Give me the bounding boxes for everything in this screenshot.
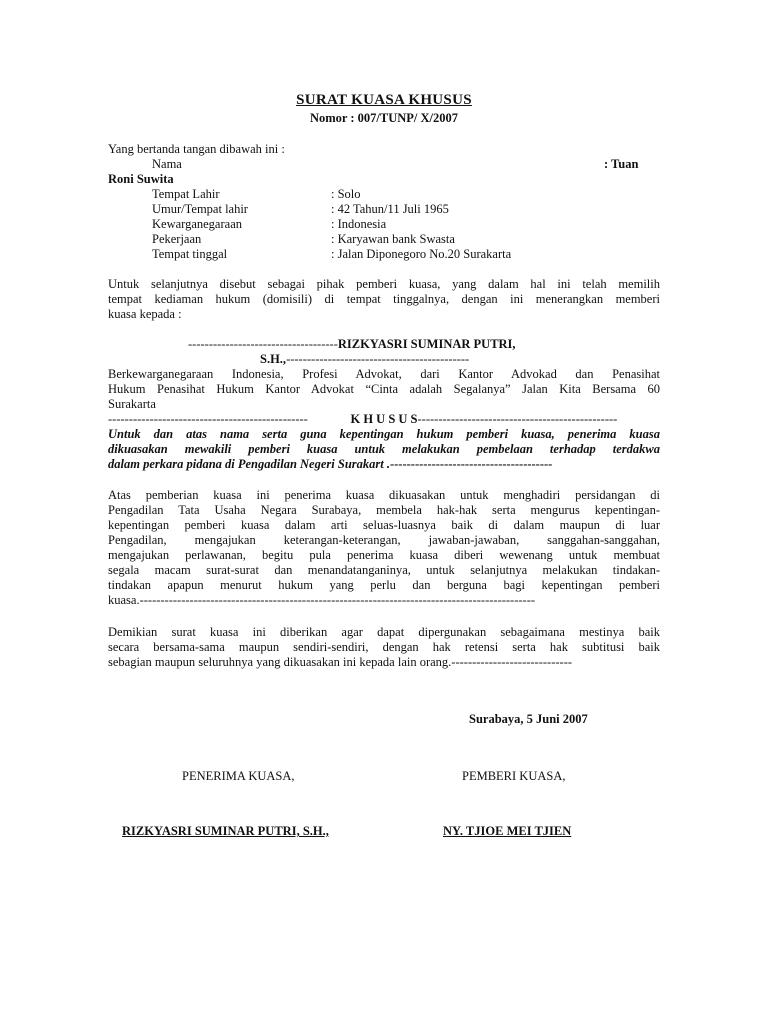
grantor-line: kuasa kepada : bbox=[108, 307, 182, 321]
grantor-signature-label: PEMBERI KUASA, bbox=[462, 769, 566, 783]
powers-line: mengajukan perlawanan, begitu pula penerima kuasa diberi wewenang untuk membuat bbox=[108, 548, 660, 562]
recipient-signature-label: PENERIMA KUASA, bbox=[182, 769, 295, 783]
recipient-name: RIZKYASRI SUMINAR PUTRI, bbox=[337, 337, 516, 351]
closing-line: sebagian maupun seluruhnya yang dikuasakan ini kepada lain orang.----------------------------- bbox=[108, 655, 573, 669]
grantor-signature-name: NY. TJIOE MEI TJIEN bbox=[443, 824, 572, 838]
closing-line: secara bersama-sama maupun sendiri-sendiri, dengan hak retensi serta hak subtitusi baik bbox=[108, 640, 660, 654]
kewarganegaraan-value: : Indonesia bbox=[331, 217, 387, 231]
tempat-tinggal-value: : Jalan Diponegoro No.20 Surakarta bbox=[331, 247, 512, 261]
tempat-lahir-label: Tempat Lahir bbox=[152, 187, 220, 201]
special-line-text: dalam perkara pidana di Pengadilan Negeri Surakart . bbox=[108, 457, 390, 471]
tempat-tinggal-label: Tempat tinggal bbox=[152, 247, 228, 261]
recipient-desc-line: Surakarta bbox=[108, 397, 156, 411]
special-paragraph bbox=[108, 427, 660, 472]
khusus-label: K H U S U S bbox=[350, 412, 418, 426]
powers-line: tindakan apapun menurut hukum yang perlu dan berguna bagi kepentingan pemberi bbox=[108, 578, 660, 592]
powers-line: Atas pemberian kuasa ini penerima kuasa dikuasakan untuk menghadiri persidangan di bbox=[108, 488, 660, 502]
closing-paragraph bbox=[108, 625, 660, 670]
nama-value: Roni Suwita bbox=[108, 172, 174, 186]
nama-separator: : Tuan bbox=[604, 157, 639, 171]
dash-fill: ------------------------------------------------ bbox=[108, 412, 308, 426]
recipient-desc-line: Hukum Penasihat Hukum Kantor Advokat “Cinta adalah Segalanya” Jalan Kita Bersama 60 bbox=[108, 382, 660, 396]
khusus-heading bbox=[108, 412, 660, 427]
recipient-name-line2 bbox=[260, 352, 469, 367]
dash-fill: --------------------------------------- bbox=[389, 457, 553, 471]
dash-fill: ------------------------------------ bbox=[188, 337, 338, 351]
powers-paragraph bbox=[108, 488, 660, 608]
powers-line: kuasa.----------------------------------------------------------------------------------------------- bbox=[108, 593, 536, 607]
place-date: Surabaya, 5 Juni 2007 bbox=[469, 712, 588, 726]
special-line: dikuasakan mewakili pemberi kuasa untuk melakukan pembelaan terhadap terdakwa bbox=[108, 442, 660, 456]
pekerjaan-value: : Karyawan bank Swasta bbox=[331, 232, 455, 246]
pekerjaan-label: Pekerjaan bbox=[152, 232, 202, 246]
umur-label: Umur/Tempat lahir bbox=[152, 202, 248, 216]
umur-value: : 42 Tahun/11 Juli 1965 bbox=[331, 202, 449, 216]
kewarganegaraan-label: Kewarganegaraan bbox=[152, 217, 242, 231]
powers-line: Pengadilan, mengajukan keterangan-keterangan, jawaban-jawaban, sanggahan-sanggahan, bbox=[108, 533, 660, 547]
special-line: Untuk dan atas nama serta guna kepentingan hukum pemberi kuasa, penerima kuasa bbox=[108, 427, 660, 441]
powers-line: segala macam surat-surat dan menandatanganinya, untuk selanjutnya melakukan tindakan- bbox=[108, 563, 660, 577]
dash-fill: -------------------------------------------- bbox=[286, 352, 470, 366]
document-number: Nomor : 007/TUNP/ X/2007 bbox=[309, 111, 459, 125]
grantor-line: tempat kediaman hukum (domisili) di tempat tinggalnya, dengan ini menerangkan memberi bbox=[108, 292, 660, 306]
special-line bbox=[108, 457, 660, 472]
recipient-description bbox=[108, 367, 660, 412]
powers-line: kepentingan pemberi kuasa dalam arti seluas-luasnya baik di dalam maupun di luar bbox=[108, 518, 660, 532]
grantor-line: Untuk selanjutnya disebut sebagai pihak pemberi kuasa, yang dalam hal ini telah memilih bbox=[108, 277, 660, 291]
recipient-name-line1 bbox=[188, 337, 516, 352]
grantor-paragraph bbox=[108, 277, 660, 322]
dash-fill: ------------------------------------------------ bbox=[417, 412, 618, 426]
recipient-signature-name: RIZKYASRI SUMINAR PUTRI, S.H., bbox=[122, 824, 329, 838]
nama-label: Nama bbox=[152, 157, 182, 171]
recipient-name-suffix: S.H., bbox=[260, 352, 287, 366]
recipient-desc-line: Berkewarganegaraan Indonesia, Profesi Advokat, dari Kantor Advokad dan Penasihat bbox=[108, 367, 660, 381]
intro-line: Yang bertanda tangan dibawah ini : bbox=[108, 142, 285, 156]
closing-line: Demikian surat kuasa ini diberikan agar dapat dipergunakan sebagaimana mestinya baik bbox=[108, 625, 660, 639]
tempat-lahir-value: : Solo bbox=[331, 187, 361, 201]
powers-line: Pengadilan Tata Usaha Negara Surabaya, membela hak-hak serta mengurus kepentingan- bbox=[108, 503, 660, 517]
document-title: SURAT KUASA KHUSUS bbox=[296, 92, 472, 108]
